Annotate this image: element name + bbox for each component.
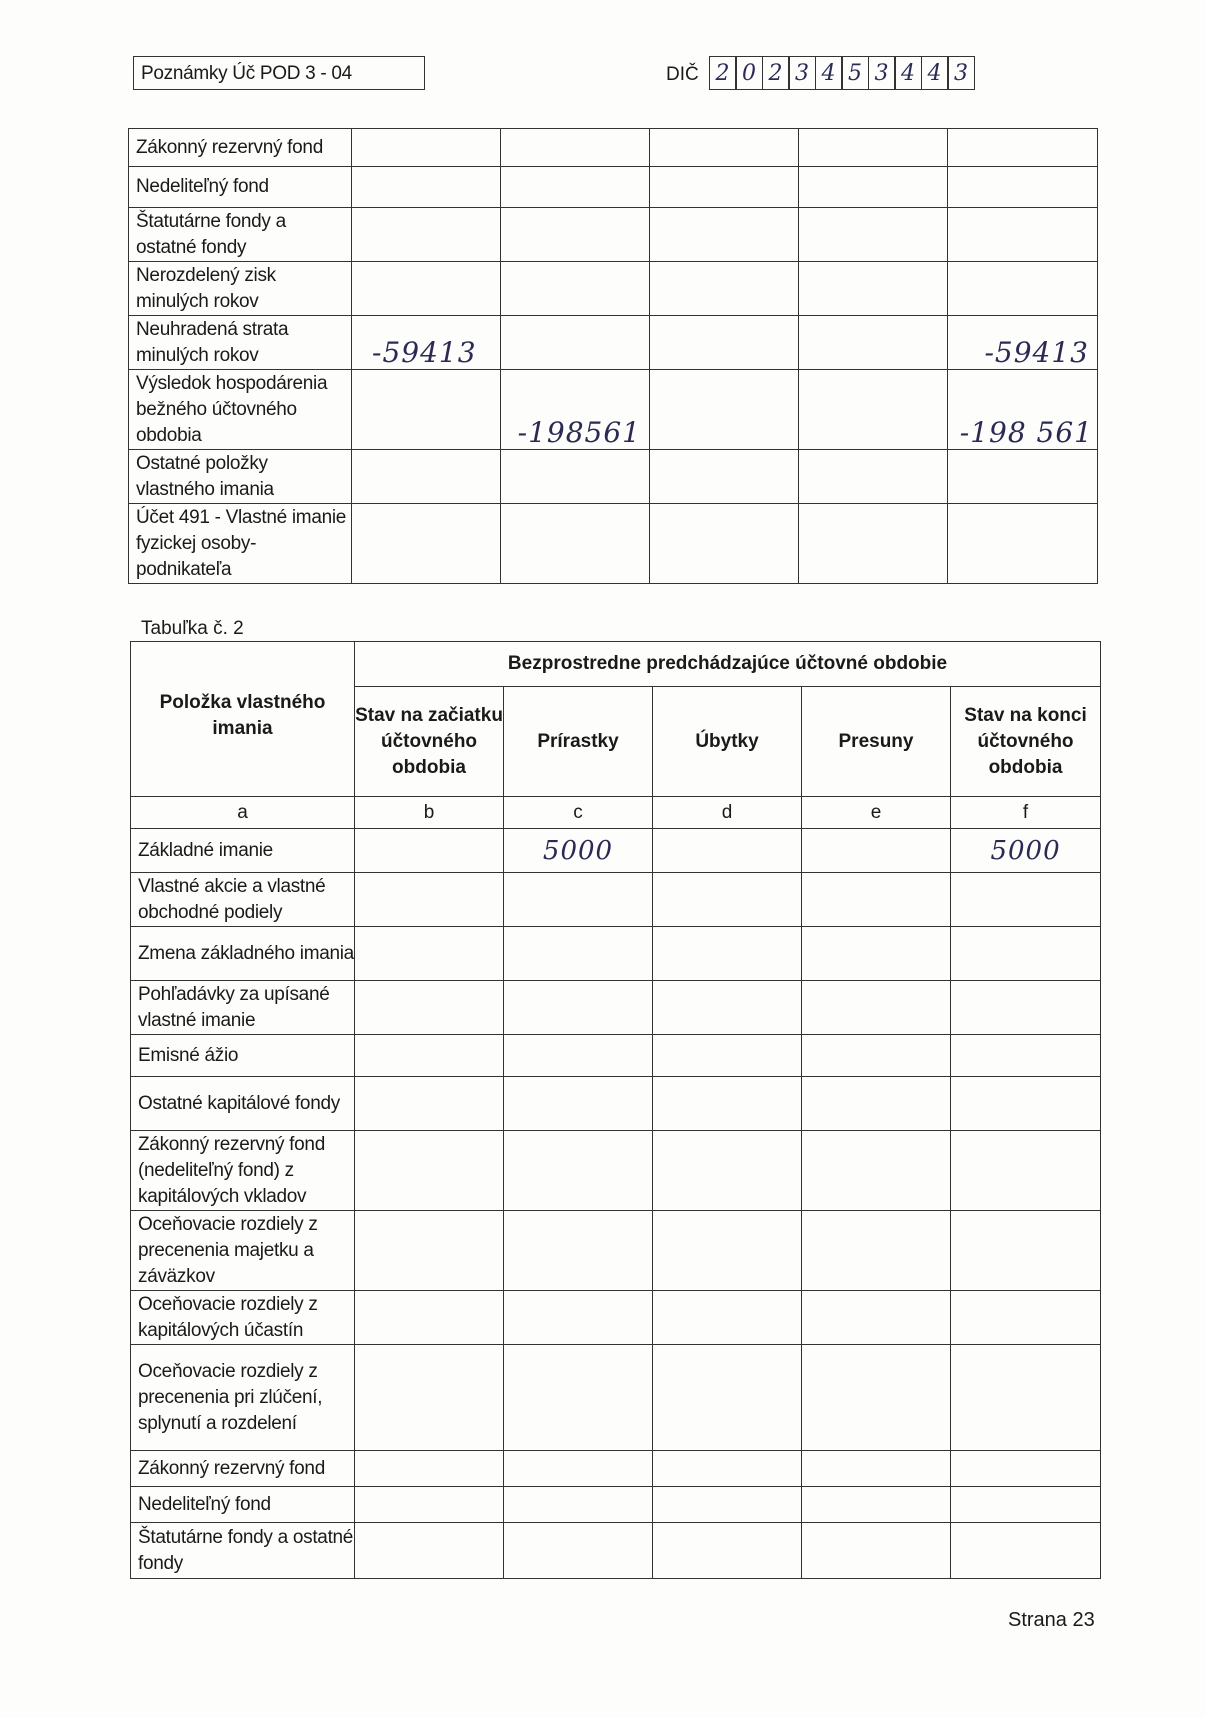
cell-c[interactable]	[504, 1487, 653, 1523]
cell-d[interactable]	[653, 873, 802, 927]
row-label: Zákonný rezervný fond (nedeliteľný fond) z kapitálových vkladov	[131, 1131, 355, 1211]
cell-d[interactable]	[653, 927, 802, 981]
row-label: Zmena základného imania	[131, 927, 355, 981]
table-row	[131, 1523, 1101, 1579]
row-label: Základné imanie	[131, 829, 355, 873]
dic-digit[interactable]: 3	[947, 56, 975, 90]
row-label: Nerozdelený zisk minulých rokov	[129, 262, 352, 316]
cell-e[interactable]	[799, 450, 948, 504]
cell-f[interactable]	[951, 1077, 1101, 1131]
table-row	[129, 167, 1098, 208]
cell-f[interactable]	[948, 262, 1098, 316]
row-label: Emisné ážio	[131, 1035, 355, 1077]
cell-f[interactable]	[951, 1451, 1101, 1487]
cell-b[interactable]	[352, 504, 501, 584]
cell-f[interactable]	[951, 927, 1101, 981]
table-row	[131, 981, 1101, 1035]
col-letter-d: d	[653, 797, 802, 829]
dic-digit[interactable]: 2	[709, 56, 737, 90]
cell-b[interactable]	[355, 873, 504, 927]
col-header-d: Úbytky	[653, 687, 802, 797]
row-label: Oceňovacie rozdiely z precenenia pri zlúčení, splynutí a rozdelení	[131, 1345, 355, 1451]
cell-b[interactable]	[355, 1523, 504, 1579]
table-row	[131, 1345, 1101, 1451]
cell-d[interactable]	[650, 450, 799, 504]
table-row	[129, 208, 1098, 262]
col-letter-c: c	[504, 797, 653, 829]
dic-digit[interactable]: 4	[894, 56, 922, 90]
cell-e[interactable]	[802, 1291, 951, 1345]
col-header-f: Stav na konci účtovného obdobia	[951, 687, 1101, 797]
row-label: Nedeliteľný fond	[131, 1487, 355, 1523]
item-header	[131, 642, 355, 797]
item-header-label: Položka vlastného imania	[159, 692, 326, 739]
cell-d[interactable]	[653, 1077, 802, 1131]
cell-d[interactable]	[650, 370, 799, 450]
cell-c[interactable]	[504, 1131, 653, 1211]
dic-digit[interactable]: 3	[868, 56, 896, 90]
cell-d[interactable]	[653, 1291, 802, 1345]
row-label: Štatutárne fondy a ostatné fondy	[131, 1523, 355, 1579]
cell-b[interactable]	[355, 829, 504, 873]
table-row	[131, 1211, 1101, 1291]
table-row	[129, 504, 1098, 584]
table-row	[131, 1131, 1101, 1211]
dic-number	[710, 56, 975, 90]
col-letter-b: b	[355, 797, 504, 829]
cell-e[interactable]	[799, 504, 948, 584]
cell-e[interactable]	[799, 167, 948, 208]
table-row	[129, 129, 1098, 167]
cell-e[interactable]	[802, 873, 951, 927]
cell-c[interactable]	[504, 927, 653, 981]
table-row	[131, 829, 1101, 873]
cell-e[interactable]	[802, 1211, 951, 1291]
cell-f[interactable]	[951, 1487, 1101, 1523]
cell-c[interactable]	[501, 208, 650, 262]
cell-d[interactable]	[653, 1487, 802, 1523]
cell-e[interactable]	[799, 316, 948, 370]
cell-e[interactable]	[799, 129, 948, 167]
cell-d[interactable]	[653, 1035, 802, 1077]
row-label: Nedeliteľný fond	[129, 167, 352, 208]
row-label: Účet 491 - Vlastné imanie fyzickej osoby-podnikateľa	[129, 504, 352, 584]
cell-b[interactable]	[352, 208, 501, 262]
cell-f[interactable]	[951, 1523, 1101, 1579]
cell-f[interactable]	[948, 450, 1098, 504]
cell-b[interactable]	[355, 1035, 504, 1077]
cell-b[interactable]	[352, 262, 501, 316]
cell-f[interactable]: -59413	[948, 316, 1098, 370]
table-row	[131, 1291, 1101, 1345]
cell-b[interactable]	[352, 129, 501, 167]
cell-e[interactable]	[802, 1131, 951, 1211]
table-row	[129, 450, 1098, 504]
cell-e[interactable]	[802, 1035, 951, 1077]
cell-c[interactable]	[501, 129, 650, 167]
table-row	[131, 1451, 1101, 1487]
row-label: Ostatné kapitálové fondy	[131, 1077, 355, 1131]
cell-e[interactable]	[802, 1077, 951, 1131]
cell-c[interactable]	[504, 1211, 653, 1291]
dic-digit[interactable]: 2	[762, 56, 790, 90]
cell-f[interactable]	[948, 129, 1098, 167]
table-row	[131, 1487, 1101, 1523]
cell-b[interactable]	[355, 1487, 504, 1523]
cell-c[interactable]	[501, 504, 650, 584]
cell-b[interactable]	[355, 1077, 504, 1131]
cell-d[interactable]	[653, 1451, 802, 1487]
col-header-c: Prírastky	[504, 687, 653, 797]
cell-d[interactable]	[650, 504, 799, 584]
dic-label: DIČ	[666, 64, 699, 85]
dic-digit[interactable]: 0	[735, 56, 763, 90]
table-row	[129, 316, 1098, 370]
col-header-b: Stav na začiatku účtovného obdobia	[355, 687, 504, 797]
cell-d[interactable]	[650, 316, 799, 370]
dic-digit[interactable]: 4	[921, 56, 949, 90]
cell-c[interactable]	[501, 262, 650, 316]
cell-c[interactable]: -198561	[501, 370, 650, 450]
table-row	[129, 370, 1098, 450]
cell-e[interactable]	[799, 262, 948, 316]
table-caption: Tabuľka č. 2	[141, 618, 244, 639]
row-label: Vlastné akcie a vlastné obchodné podiely	[131, 873, 355, 927]
table-row	[129, 262, 1098, 316]
cell-d[interactable]	[653, 1211, 802, 1291]
cell-f[interactable]	[951, 1035, 1101, 1077]
cell-e[interactable]	[802, 1451, 951, 1487]
col-letter-e: e	[802, 797, 951, 829]
cell-c[interactable]	[504, 981, 653, 1035]
table-row	[131, 927, 1101, 981]
dic-digit[interactable]: 5	[841, 56, 869, 90]
cell-d[interactable]	[653, 829, 802, 873]
cell-f[interactable]	[951, 1291, 1101, 1345]
cell-f[interactable]	[948, 208, 1098, 262]
cell-c[interactable]	[504, 1291, 653, 1345]
cell-f[interactable]	[951, 1345, 1101, 1451]
cell-c[interactable]	[504, 1345, 653, 1451]
col-header-e: Presuny	[802, 687, 951, 797]
cell-b[interactable]	[355, 1211, 504, 1291]
document-code: Poznámky Úč POD 3 - 04	[133, 56, 425, 90]
row-label: Neuhradená strata minulých rokov	[129, 316, 352, 370]
equity-table-2	[130, 641, 1101, 1579]
cell-d[interactable]	[653, 981, 802, 1035]
cell-d[interactable]	[653, 1131, 802, 1211]
cell-d[interactable]	[650, 129, 799, 167]
cell-b[interactable]: -59413	[352, 316, 501, 370]
row-label: Pohľadávky za upísané vlastné imanie	[131, 981, 355, 1035]
cell-b[interactable]	[355, 1345, 504, 1451]
cell-f[interactable]	[951, 873, 1101, 927]
cell-c[interactable]	[504, 1523, 653, 1579]
cell-e[interactable]	[799, 208, 948, 262]
cell-d[interactable]	[650, 208, 799, 262]
letter-row	[131, 797, 1101, 829]
cell-c[interactable]	[501, 167, 650, 208]
cell-c[interactable]	[501, 450, 650, 504]
cell-d[interactable]	[653, 1345, 802, 1451]
row-label: Štatutárne fondy a ostatné fondy	[129, 208, 352, 262]
cell-f[interactable]	[948, 167, 1098, 208]
cell-f[interactable]	[948, 504, 1098, 584]
table-row	[131, 1077, 1101, 1131]
cell-b[interactable]	[355, 927, 504, 981]
col-letter-a: a	[131, 797, 355, 829]
equity-table-continued	[128, 128, 1098, 584]
cell-d[interactable]	[653, 1523, 802, 1579]
cell-c[interactable]: 5000	[504, 829, 653, 873]
cell-b[interactable]	[355, 1131, 504, 1211]
cell-c[interactable]	[504, 1035, 653, 1077]
cell-e[interactable]	[802, 1523, 951, 1579]
table-row	[131, 873, 1101, 927]
cell-f[interactable]: -198 561	[948, 370, 1098, 450]
dic-digit[interactable]: 3	[788, 56, 816, 90]
cell-e[interactable]	[802, 927, 951, 981]
cell-b[interactable]	[355, 1291, 504, 1345]
cell-c[interactable]	[501, 316, 650, 370]
period-header: Bezprostredne predchádzajúce účtovné obdobie	[355, 642, 1101, 687]
cell-f[interactable]: 5000	[951, 829, 1101, 873]
table-row	[131, 1035, 1101, 1077]
dic-digit[interactable]: 4	[815, 56, 843, 90]
row-label: Ostatné položky vlastného imania	[129, 450, 352, 504]
cell-b[interactable]	[355, 1451, 504, 1487]
cell-e[interactable]	[799, 370, 948, 450]
cell-c[interactable]	[504, 1077, 653, 1131]
row-label: Zákonný rezervný fond	[129, 129, 352, 167]
cell-f[interactable]	[951, 1131, 1101, 1211]
cell-d[interactable]	[650, 167, 799, 208]
cell-b[interactable]	[352, 167, 501, 208]
cell-b[interactable]	[352, 370, 501, 450]
row-label: Zákonný rezervný fond	[131, 1451, 355, 1487]
cell-f[interactable]	[951, 981, 1101, 1035]
cell-e[interactable]	[802, 1345, 951, 1451]
cell-e[interactable]	[802, 1487, 951, 1523]
row-label: Výsledok hospodárenia bežného účtovného obdobia	[129, 370, 352, 450]
page-number: Strana 23	[1008, 1609, 1095, 1631]
cell-b[interactable]	[352, 450, 501, 504]
col-letter-f: f	[951, 797, 1101, 829]
cell-c[interactable]	[504, 873, 653, 927]
cell-f[interactable]	[951, 1211, 1101, 1291]
row-label: Oceňovacie rozdiely z precenenia majetku a záväzkov	[131, 1211, 355, 1291]
cell-b[interactable]	[355, 981, 504, 1035]
cell-e[interactable]	[802, 829, 951, 873]
row-label: Oceňovacie rozdiely z kapitálových účastín	[131, 1291, 355, 1345]
cell-e[interactable]	[802, 981, 951, 1035]
header-row	[131, 642, 1101, 687]
cell-c[interactable]	[504, 1451, 653, 1487]
cell-d[interactable]	[650, 262, 799, 316]
